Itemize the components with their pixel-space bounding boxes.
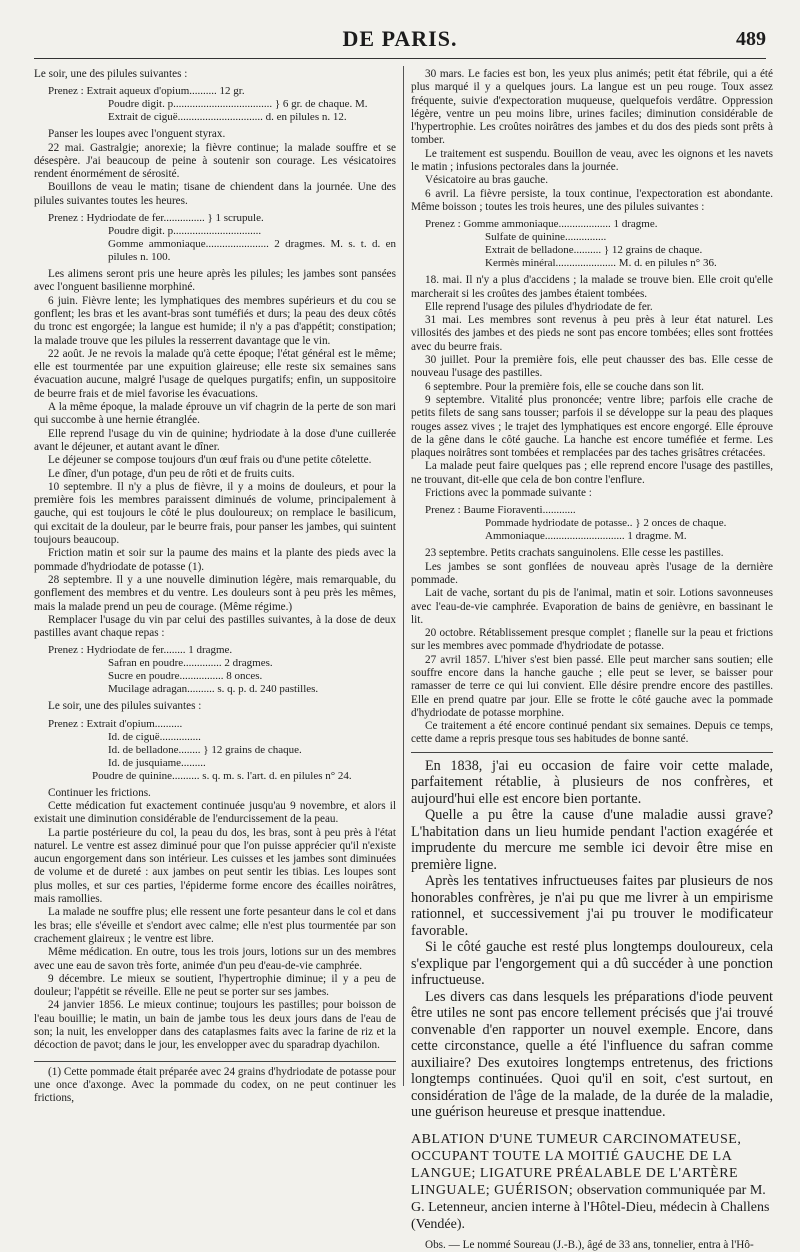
paragraph: 9 décembre. Le mieux se soutient, l'hypertrophie diminue; il y a peu de douleur; l'appétit se réveille. Elle ne peut se porter sur ses jambes. bbox=[34, 972, 396, 999]
paragraph: 30 juillet. Pour la première fois, elle peut chausser des bas. Elle cesse de nouveau l'usage des pastilles. bbox=[411, 354, 773, 380]
column-divider bbox=[403, 66, 404, 1086]
paragraph: Les divers cas dans lesquels les préparations d'iode peuvent être utiles ne sont pas encore tellement précisés que j'ai trouvé convenable d'en rapporter un nouvel exemple. Encore, dans cette circonstance, quelle a été l'influence du safran comme auxiliaire? Des exutoires longtemps entretenus, des frictions longtemps continuées. Quoi qu'il en soit, c'est surtout, en considération de l'âge de la malade, de la durée de la maladie, une guérison heureuse et presque inattendue. bbox=[411, 988, 773, 1121]
paragraph: Vésicatoire au bras gauche. bbox=[425, 174, 549, 187]
paragraph: 6 avril. La fièvre persiste, la toux continue, l'expectoration est abondante. Même boisson ; toutes les trois heures, une des pilules suivantes : bbox=[411, 187, 773, 213]
prescription-line: Prenez : Extrait d'opium.......... bbox=[48, 717, 183, 730]
prescription-line: Poudre de quinine.......... s. q. m. s. l'art. d. en pilules n° 24. bbox=[92, 769, 352, 782]
page-header bbox=[0, 20, 800, 50]
paragraph: Le soir, une des pilules suivantes : bbox=[34, 68, 188, 80]
prescription-line: Id. de jusquiame......... bbox=[108, 756, 206, 769]
prescription-line: Poudre digit. p................................ bbox=[108, 225, 262, 238]
paragraph: Elle reprend l'usage du vin de quinine; hydriodate à la dose d'une cuillerée avant le déjeuner, et autant avant le dîner. bbox=[34, 427, 396, 453]
paragraph: 31 mai. Les membres sont revenus à peu près à leur état naturel. Les villosités des jambes et des pieds ne sont pas encore tombées; elles sont frottées avec du beurre frais. bbox=[411, 314, 773, 353]
paragraph: Elle reprend l'usage des pilules d'hydriodate de fer. bbox=[425, 300, 653, 313]
prescription-line: Prenez : Hydriodate de fer........ 1 dragme. bbox=[48, 644, 233, 657]
running-title: DE PARIS. bbox=[342, 26, 458, 51]
paragraph: 10 septembre. Il n'y a plus de fièvre, il y a moins de douleurs, et pour la première fois les membres paraissent diminués de volume, principalement à gauche, qui est toujours le côté le plus douloureux; on remplace le basilicum, qui excitait de la douleur, par le beurre frais, pour panser les jambes, qui suintent toujours beaucoup. bbox=[34, 480, 396, 547]
prescription-line: Poudre digit. p.................................... } 6 gr. de chaque. M. bbox=[108, 98, 368, 111]
prescription-line: Extrait de ciguë............................... d. en pilules n. 12. bbox=[108, 111, 347, 124]
paragraph: La malade ne souffre plus; elle ressent une forte pesanteur dans le col et dans les bras; elle s'éveille et s'endort avec calme; elle n'est plus tourmentée par son crachement glaireux ; le ventre est libre. bbox=[34, 906, 396, 945]
prescription-block bbox=[48, 644, 396, 696]
prescription-line: Prenez : Extrait aqueux d'opium.......... 12 gr. bbox=[48, 85, 245, 98]
paragraph: En 1838, j'ai eu occasion de faire voir cette malade, parfaitement rétablie, à plusieurs de nos confrères, et aujourd'hui elle est encore bien portante. bbox=[411, 757, 773, 807]
paragraph: Friction matin et soir sur la paume des mains et la plante des pieds avec la pommade d'hydriodate de potasse (1). bbox=[34, 547, 396, 573]
paragraph: Cette médication fut exactement continuée jusqu'au 9 novembre, et alors il existait une diminution considérable de l'endurcissement de la peau. bbox=[34, 799, 396, 826]
prescription-line: Safran en poudre.............. 2 dragmes. bbox=[108, 657, 273, 670]
prescription-block bbox=[48, 85, 396, 124]
prescription-block bbox=[425, 504, 773, 543]
paragraph: Si le côté gauche est resté plus longtemps douloureux, cela s'explique par l'engorgement qui a dû succéder à une ponction infructueuse. bbox=[411, 939, 773, 989]
article-title-caps: ABLATION D'UNE TUMEUR CARCINOMATEUSE, OCCUPANT TOUTE LA MOITIÉ GAUCHE DE LA LANGUE; LIGATURE PRÉALABLE DE L'ARTÈRE LINGUALE; GUÉRISON; bbox=[411, 1131, 742, 1198]
prescription-line: Ammoniaque............................. 1 dragme. M. bbox=[485, 530, 687, 543]
prescription-line: Gomme ammoniaque....................... 2 dragmes. M. s. t. d. en pilules n. 100. bbox=[108, 238, 396, 264]
left-column bbox=[34, 68, 396, 1106]
article-title-byline: observation communiquée par M. G. Letenneur, ancien interne à l'Hôtel-Dieu, médecin à Challens (Vendée). bbox=[411, 1182, 770, 1232]
paragraph: 28 septembre. Il y a une nouvelle diminution légère, mais remarquable, du gonflement des membres et du ventre. Les douleurs sont à peu près les mêmes, mais la malade prend un peu de courage. (Même régime.) bbox=[34, 573, 396, 613]
prescription-block bbox=[425, 218, 773, 270]
prescription-line: Sucre en poudre................ 8 onces. bbox=[108, 670, 263, 683]
prescription-line: Kermès minéral...................... M. d. en pilules n° 36. bbox=[485, 257, 717, 270]
prescription-block bbox=[48, 212, 396, 264]
paragraph: La malade peut faire quelques pas ; elle reprend encore l'usage des pastilles, ne trouvant, dit-elle que cela de bon contre l'enflure. bbox=[411, 460, 773, 486]
prescription-line: Extrait de belladone.......... } 12 grains de chaque. bbox=[485, 244, 703, 257]
paragraph: Lait de vache, sortant du pis de l'animal, matin et soir. Lotions savonneuses avec l'eau-de-vie camphrée. Evaporation de bains de genièvre, en bassinant le lit. bbox=[411, 587, 773, 626]
prescription-line: Id. de ciguë............... bbox=[108, 730, 201, 743]
prescription-line: Mucilage adragan.......... s. q. p. d. 240 pastilles. bbox=[108, 683, 319, 696]
paragraph: Le soir, une des pilules suivantes : bbox=[48, 700, 202, 713]
prescription-line: Pommade hydriodate de potasse.. } 2 onces de chaque. bbox=[485, 517, 727, 530]
paragraph: 22 mai. Gastralgie; anorexie; la fièvre continue; la malade souffre et se désespère. J'ai beaucoup de peine à soutenir son courage. Les vésicatoires rendent énormément de sérosité. bbox=[34, 141, 396, 181]
paragraph: Frictions avec la pommade suivante : bbox=[425, 487, 592, 500]
right-small-text bbox=[411, 68, 773, 747]
right-column bbox=[411, 68, 773, 1251]
observation-start: Obs. — Le nommé Soureau (J.-B.), âgé de 33 ans, tonnelier, entra à l'Hô- bbox=[425, 1238, 754, 1251]
paragraph: 18. mai. Il n'y a plus d'accidens ; la malade se trouve bien. Elle croit qu'elle marcherait si les croûtes des jambes étaient tombées. bbox=[411, 274, 773, 300]
paragraph: 23 septembre. Petits crachats sanguinolens. Elle cesse les pastilles. bbox=[425, 547, 724, 560]
article-title bbox=[411, 1131, 773, 1233]
paragraph: 20 octobre. Rétablissement presque complet ; flanelle sur la peau et frictions sur les membres avec pommade d'hydriodate de potasse. bbox=[411, 627, 773, 653]
right-large-text bbox=[411, 758, 773, 1121]
paragraph: La partie postérieure du col, la peau du dos, les bras, sont à peu près à l'état naturel. Le ventre est assez diminué pour que l'on puisse apprécier qu'il n'existe aucun engorgement dans son intérieur. Les cuisses et les jambes sont diminuées de volume et de dureté : aux jambes on peut sentir les tibias. Les loupes sont plus molles, et sur ces parties, l'épiderme forme encore des écailles noirâtres, mais ramollies. bbox=[34, 826, 396, 906]
paragraph: Le déjeuner se compose toujours d'un œuf frais ou d'une petite côtelette. bbox=[48, 454, 372, 467]
paragraph: Les alimens seront pris une heure après les pilules; les jambes sont pansées avec l'onguent basilienne morphiné. bbox=[34, 268, 396, 294]
paragraph: Ce traitement a été encore continué pendant six semaines. Depuis ce temps, cette dame a repris presque tous ses habitudes de bonne santé. bbox=[411, 720, 773, 746]
footnote-rule bbox=[34, 1061, 396, 1062]
paragraph: 24 janvier 1856. Le mieux continue; toujours les pastilles; pour boisson de l'eau bouillie; le matin, un bain de jambe tous les deux jours dans de l'eau de son; la nuit, les envelopper dans des cataplasmes faits avec la farine de riz et la décoction de pavot; dans le jour, les envelopper avec du sparadrap dyachilon. bbox=[34, 999, 396, 1052]
header-rule bbox=[34, 58, 766, 59]
paragraph: 30 mars. Le facies est bon, les yeux plus animés; petit état fébrile, qui a été plus marqué il y a quelques jours. La langue est un peu rouge. Toux assez fréquente, suivie d'expectoration muqueuse, quelquefois verdâtre. Oppression légère, ventre un peu moins libre, urines faciles; diminution considérable de l'hypertrophie. Les croûtes noirâtres des jambes et du dos des pieds sont prêts à tomber. bbox=[411, 68, 773, 147]
paragraph: Le dîner, d'un potage, d'un peu de rôti et de fruits cuits. bbox=[48, 467, 295, 480]
paragraph: 27 avril 1857. L'hiver s'est bien passé. Elle peut marcher sans soutien; elle souffre encore dans la hanche gauche ; elle peut se lever, se baisser pour ramasser de terre ce qui lui convient. Elle désire prendre encore des pastilles. Elle en prend quatre par jour. Elle se frotte le côté gauche avec la pommade d'hydriodate de potasse morphine. bbox=[411, 653, 773, 719]
prescription-line: Id. de belladone........ } 12 grains de chaque. bbox=[108, 743, 302, 756]
prescription-block bbox=[48, 718, 396, 783]
paragraph: 6 septembre. Pour la première fois, elle se couche dans son lit. bbox=[425, 380, 704, 393]
prescription-line: Prenez : Hydriodate de fer............... } 1 scrupule. bbox=[48, 212, 264, 225]
prescription-line: Sulfate de quinine............... bbox=[485, 231, 607, 244]
prescription-line: Prenez : Baume Fioraventi............ bbox=[425, 504, 576, 517]
paragraph: 6 juin. Fièvre lente; les lymphatiques des membres supérieurs et du cou se gonflent; les bras et les avant-bras sont tuméfiés et durs; la peau des deux côtés du tronc est engorgée; la langue est humide; il n'y a pas d'appétit; constipation; la malade trouve que les pilules la resserrent davantage que le vin. bbox=[34, 294, 396, 347]
paragraph: Bouillons de veau le matin; tisane de chiendent dans la journée. Une des pilules suivantes toutes les heures. bbox=[34, 181, 396, 207]
paragraph: 22 août. Je ne revois la malade qu'à cette époque; l'état général est le même; elle est tourmentée par une expuition glaireuse; elle reste six semaines sans évacuation aucune, malgré l'usage de quelques purgatifs; enfin, un suppositoire de beurre frais et de miel favorise les évacuations. bbox=[34, 347, 396, 400]
paragraph: A la même époque, la malade éprouve un vif chagrin de la perte de son mari qui succombe à une hernie étranglée. bbox=[34, 401, 396, 427]
paragraph: 9 septembre. Vitalité plus prononcée; ventre libre; parfois elle crache de petits filets de sang sans tousser; parfois il se développe sur la peau des plaques rouges assez vives ; le trajet des lymphatiques est encore engorgé. Elle éprouve de la gêne dans le côté gauche. La hanche est encore tuméfiée et ferme. Les plaques noirâtres sont tombées et remplacées par des taches grisâtres crétacées. bbox=[411, 393, 773, 460]
paragraph: Panser les loupes avec l'onguent styrax. bbox=[48, 128, 226, 141]
paragraph: Même médication. En outre, tous les trois jours, lotions sur un des membres avec une eau de savon très forte, animée d'un peu d'eau-de-vie camphrée. bbox=[34, 946, 396, 972]
prescription-line: Prenez : Gomme ammoniaque................... 1 dragme. bbox=[425, 218, 658, 231]
page-number: 489 bbox=[736, 28, 766, 50]
paragraph: Quelle a pu être la cause d'une maladie aussi grave? L'habitation dans un lieu humide pendant l'action exagérée et imprudente du mercure me semble ici devoir être mise en première ligne. bbox=[411, 807, 773, 873]
paragraph: Continuer les frictions. bbox=[48, 786, 151, 799]
paragraph: Remplacer l'usage du vin par celui des pastilles suivantes, à la dose de deux pastilles avant chaque repas : bbox=[34, 613, 396, 640]
footnote: (1) Cette pommade était préparée avec 24 grains d'hydriodate de potasse pour une once d'axonge. Avec la pommade du codex, on ne peut continuer les frictions, bbox=[34, 1065, 396, 1105]
paragraph: Après les tentatives infructueuses faites par plusieurs de nos honorables confrères, je n'ai pu que me livrer à un empirisme rationnel, et successivement j'ai pu trouver le modificateur favorable. bbox=[411, 873, 773, 939]
paragraph: Le traitement est suspendu. Bouillon de veau, avec les oignons et les navets le matin ; infusions pectorales dans la journée. bbox=[411, 147, 773, 174]
paragraph: Les jambes se sont gonflées de nouveau après l'usage de la dernière pommade. bbox=[411, 560, 773, 586]
section-rule bbox=[411, 752, 773, 753]
